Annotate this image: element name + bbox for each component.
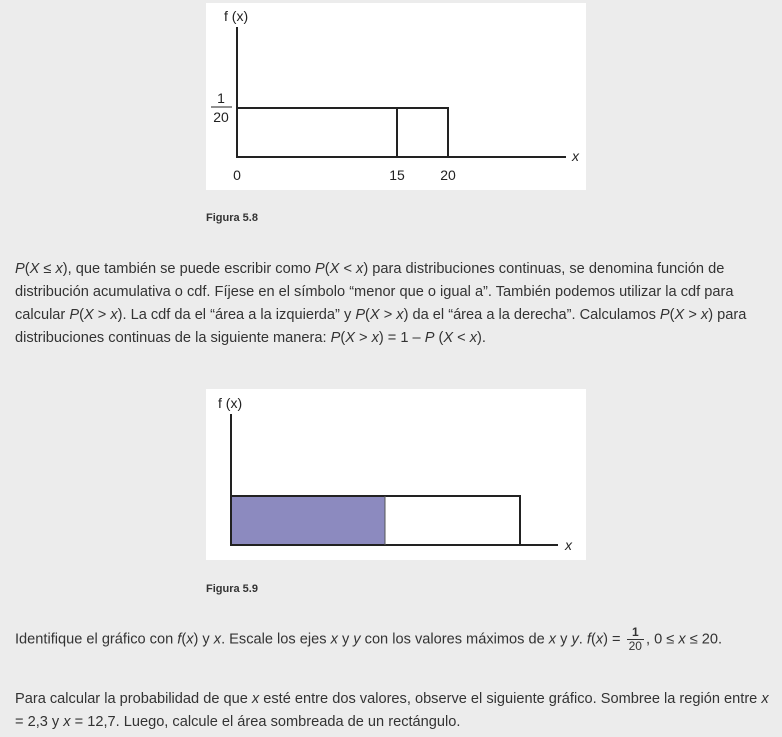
text-span: > bbox=[684, 307, 701, 323]
paragraph-shade-region bbox=[15, 688, 775, 734]
text-span: > bbox=[354, 330, 372, 346]
text-span: X bbox=[443, 330, 454, 346]
x-tick-0: 0 bbox=[233, 167, 241, 183]
text-span: P bbox=[355, 307, 366, 323]
text-span: f bbox=[586, 631, 591, 648]
text-span: < bbox=[453, 330, 470, 346]
text-span: X bbox=[83, 307, 94, 323]
text-span: X bbox=[29, 261, 40, 277]
text-span: . bbox=[578, 631, 587, 648]
text-span: P bbox=[330, 330, 341, 346]
text-span: x bbox=[700, 307, 709, 323]
text-span: y bbox=[571, 631, 579, 648]
text-span: < bbox=[339, 261, 357, 277]
text-span: x bbox=[213, 631, 222, 648]
text-span: > bbox=[93, 307, 111, 323]
text-span: Para calcular la probabilidad de que bbox=[15, 691, 252, 707]
text-span: ( bbox=[181, 631, 187, 648]
text-span: ) da el “área a la derecha”. Calculamos bbox=[403, 307, 660, 323]
figure-5-9-caption: Figura 5.9 bbox=[206, 583, 258, 595]
text-span: x bbox=[186, 631, 194, 648]
fraction-denominator: 20 bbox=[628, 639, 642, 653]
text-span: P bbox=[424, 330, 435, 346]
text-span: > bbox=[379, 307, 397, 323]
text-span: ) para distribuciones continuas, se denomina función de distribución acumulativa o cdf. Fíjese en el símbolo “menor que o igual a”. También podemos utilizar la cdf para calcular bbox=[15, 261, 734, 323]
text-span: , 0 ≤ bbox=[645, 631, 679, 648]
text-span: ( bbox=[434, 330, 444, 346]
text-span: f bbox=[177, 631, 182, 648]
text-span: ( bbox=[79, 307, 84, 323]
density-rectangle bbox=[237, 108, 448, 157]
text-span: ( bbox=[365, 307, 370, 323]
text-span: ) = 1 – bbox=[378, 330, 425, 346]
text-span: y bbox=[556, 631, 572, 648]
text-span: P bbox=[315, 261, 325, 277]
text-span: y bbox=[337, 631, 354, 648]
text-span: X bbox=[674, 307, 685, 323]
paragraph-cdf bbox=[15, 258, 775, 350]
text-span: ( bbox=[324, 261, 330, 277]
text-span: x bbox=[251, 691, 260, 707]
text-span: x bbox=[55, 261, 63, 277]
text-span: x bbox=[63, 714, 71, 730]
x-axis-label: x bbox=[572, 148, 579, 164]
fraction-numerator: 1 bbox=[627, 626, 644, 640]
text-span: ≤ bbox=[39, 261, 56, 277]
text-span: X bbox=[369, 307, 380, 323]
text-span: x bbox=[356, 261, 364, 277]
y-tick-numerator: 1 bbox=[217, 90, 225, 106]
text-span: ( bbox=[340, 330, 346, 346]
text-span: esté entre dos valores, observe el siguiente gráfico. Sombree la región entre bbox=[259, 691, 762, 707]
text-span: ). La cdf da el “área a la izquierda” y bbox=[117, 307, 356, 323]
text-span: Identifique el gráfico con bbox=[15, 631, 178, 648]
text-span: con los valores máximos de bbox=[360, 631, 549, 648]
text-span: y bbox=[353, 631, 361, 648]
text-span: ) para distribuciones continuas de la siguiente manera: bbox=[15, 307, 747, 346]
text-span: x bbox=[548, 631, 557, 648]
y-axis-label: f (x) bbox=[218, 395, 243, 411]
text-span: x bbox=[110, 307, 118, 323]
y-axis-label: f (x) bbox=[224, 8, 249, 24]
shaded-area-graph bbox=[206, 389, 586, 560]
text-span: x bbox=[595, 631, 604, 648]
text-span: ), que también se puede escribir como bbox=[62, 261, 316, 277]
text-span: . Escale los ejes bbox=[221, 631, 331, 648]
text-span: x bbox=[761, 691, 769, 707]
fraction bbox=[627, 626, 644, 653]
text-span: ( bbox=[669, 307, 675, 323]
text-span: x bbox=[371, 330, 379, 346]
figure-5-8-caption: Figura 5.8 bbox=[206, 212, 258, 224]
text-span: = 12,7. Luego, calcule el área sombreada de un rectángulo. bbox=[70, 714, 461, 730]
text-span: ( bbox=[590, 631, 596, 648]
text-span: ) = bbox=[603, 631, 625, 648]
figure-5-9 bbox=[206, 389, 586, 560]
x-axis-label: x bbox=[565, 537, 572, 553]
text-span: P bbox=[69, 307, 80, 323]
text-span: x bbox=[396, 307, 404, 323]
text-span: ). bbox=[477, 330, 486, 346]
text-span: X bbox=[345, 330, 355, 346]
shaded-region bbox=[231, 496, 385, 545]
text-span: P bbox=[15, 261, 25, 277]
text-span: ) y bbox=[193, 631, 214, 648]
figure-5-8 bbox=[206, 3, 586, 190]
text-span: P bbox=[659, 307, 670, 323]
text-span: = 2,3 y bbox=[15, 714, 64, 730]
text-span: x bbox=[678, 631, 686, 648]
y-tick-denominator: 20 bbox=[213, 109, 229, 125]
x-tick-20: 20 bbox=[440, 167, 456, 183]
paragraph-identify-graph bbox=[15, 626, 775, 653]
text-span: X bbox=[329, 261, 340, 277]
text-span: x bbox=[469, 330, 478, 346]
text-span: x bbox=[330, 631, 338, 648]
text-span: ≤ 20. bbox=[685, 631, 723, 648]
x-tick-15: 15 bbox=[389, 167, 405, 183]
text-span: ( bbox=[24, 261, 30, 277]
uniform-density-graph bbox=[206, 3, 586, 190]
